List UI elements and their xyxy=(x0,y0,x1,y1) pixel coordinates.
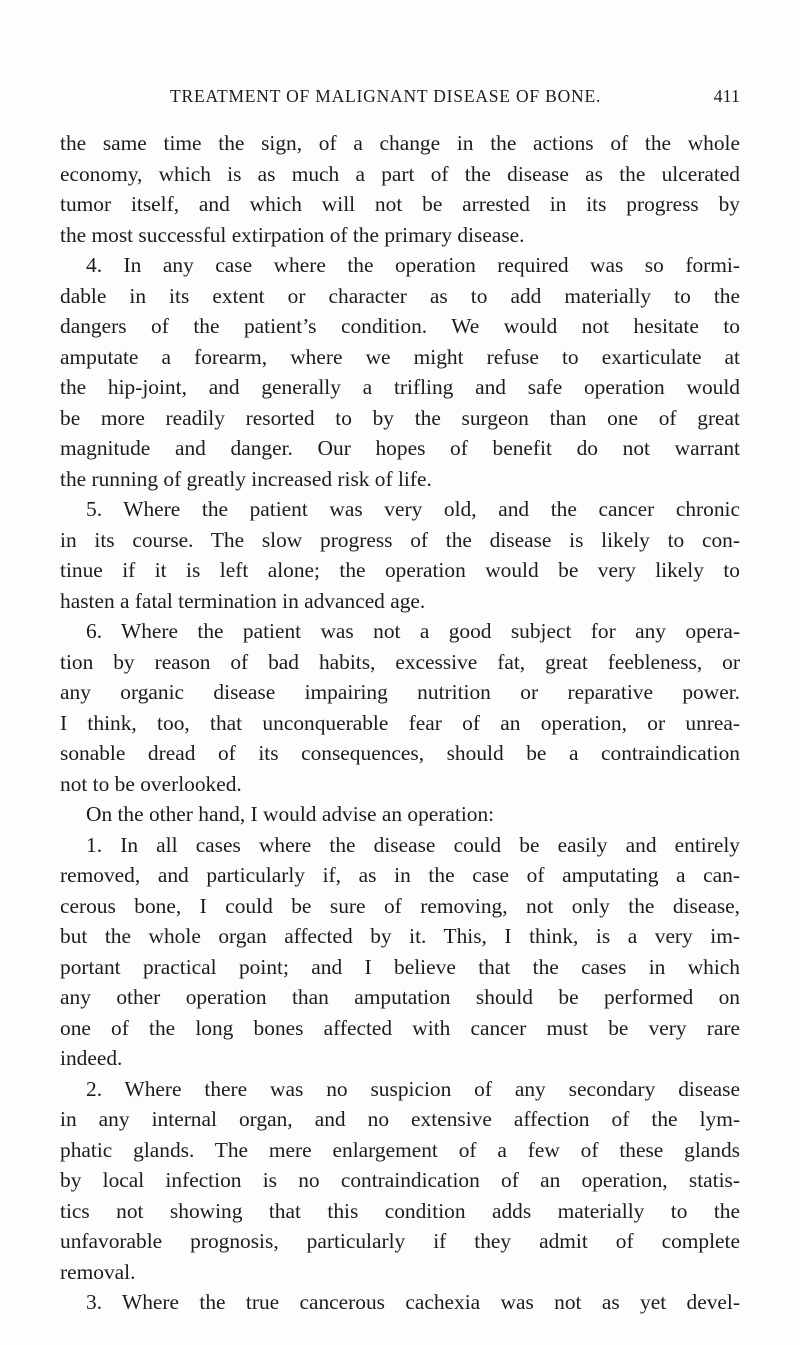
page-number: 411 xyxy=(713,86,740,106)
text-line: the hip-joint, and generally a trifling and safe operation would xyxy=(60,375,740,399)
text-line: 6. Where the patient was not a good subject for any opera- xyxy=(86,619,740,643)
text-line: any organic disease impairing nutrition or reparative power. xyxy=(60,680,740,704)
text-line: portant practical point; and I believe that the cases in which xyxy=(60,954,740,979)
running-head: TREATMENT OF MALIGNANT DISEASE OF BONE. xyxy=(170,86,602,106)
text-line: in its course. The slow progress of the disease is likely to con- xyxy=(60,527,740,552)
text-line: 5. Where the patient was very old, and the cancer chronic xyxy=(86,497,740,521)
text-line: be more readily resorted to by the surgeon than one of great xyxy=(60,405,740,430)
text-line: removal. xyxy=(60,1259,136,1284)
text-line: the most successful extirpation of the primary disease. xyxy=(60,222,525,247)
text-line: unfavorable prognosis, particularly if they admit of complete xyxy=(60,1229,740,1253)
text-line: in any internal organ, and no extensive affection of the lym- xyxy=(60,1107,740,1131)
text-line: dangers of the patient’s condition. We would not hesitate to xyxy=(60,314,740,338)
text-line: but the whole organ affected by it. This, I think, is a very im- xyxy=(60,924,740,948)
text-line: removed, and particularly if, as in the case of amputating a can- xyxy=(60,863,740,887)
text-line: one of the long bones affected with cancer must be very rare xyxy=(60,1015,740,1040)
body-text xyxy=(60,128,740,1318)
text-line: hasten a fatal termination in advanced age. xyxy=(60,588,426,613)
text-line: tumor itself, and which will not be arrested in its progress by xyxy=(60,192,740,216)
text-line: any other operation than amputation should be performed on xyxy=(60,985,740,1009)
text-line: the same time the sign, of a change in the actions of the whole xyxy=(60,131,740,155)
text-line: amputate a forearm, where we might refuse to exarticulate at xyxy=(60,344,740,369)
text-line: indeed. xyxy=(60,1046,123,1070)
text-line: tion by reason of bad habits, excessive fat, great feebleness, or xyxy=(60,649,740,674)
text-line: 3. Where the true cancerous cachexia was not as yet devel- xyxy=(86,1290,740,1314)
page-header xyxy=(60,86,740,116)
text-line: 4. In any case where the operation required was so formi- xyxy=(86,253,740,277)
text-line: tics not showing that this condition adds materially to the xyxy=(60,1198,740,1223)
text-line: the running of greatly increased risk of life. xyxy=(60,466,432,491)
text-line: On the other hand, I would advise an operation: xyxy=(86,802,495,826)
text-line: not to be overlooked. xyxy=(60,771,242,796)
text-line: magnitude and danger. Our hopes of benefit do not warrant xyxy=(60,436,740,460)
text-line: economy, which is as much a part of the disease as the ulcerated xyxy=(60,161,740,186)
text-line: 1. In all cases where the disease could be easily and entirely xyxy=(86,832,740,857)
text-line: 2. Where there was no suspicion of any secondary disease xyxy=(86,1076,740,1101)
text-line: cerous bone, I could be sure of removing, not only the disease, xyxy=(60,893,740,918)
text-line: sonable dread of its consequences, should be a contraindication xyxy=(60,741,740,765)
text-line: phatic glands. The mere enlargement of a few of these glands xyxy=(60,1137,740,1162)
text-line: dable in its extent or character as to add materially to the xyxy=(60,283,740,308)
text-line: by local infection is no contraindication of an operation, statis- xyxy=(60,1168,740,1192)
text-line: tinue if it is left alone; the operation would be very likely to xyxy=(60,558,740,582)
text-line: I think, too, that unconquerable fear of an operation, or unrea- xyxy=(60,710,740,735)
